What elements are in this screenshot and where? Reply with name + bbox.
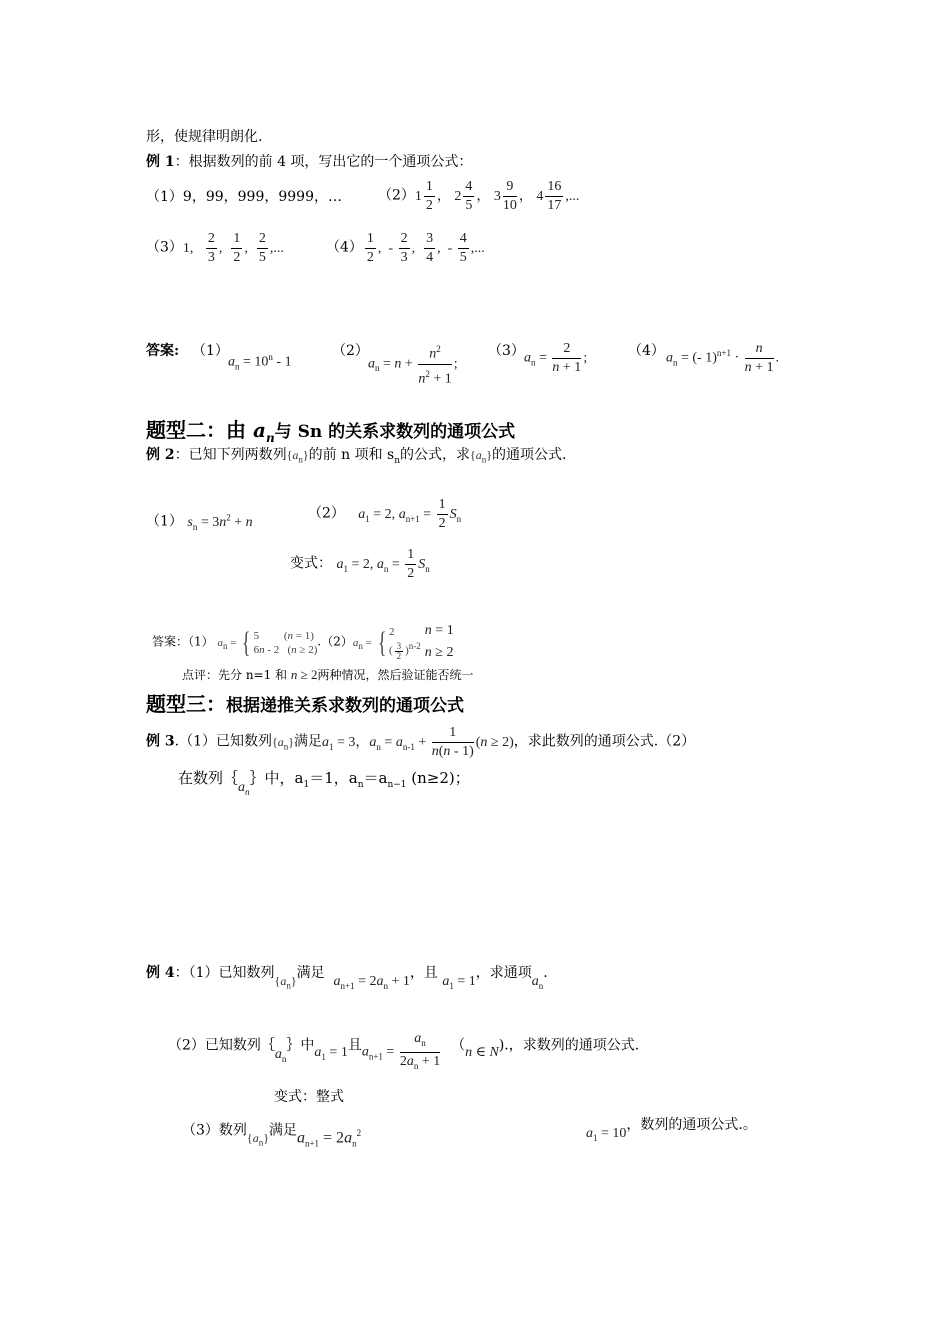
part-label: （3） — [146, 239, 183, 256]
math-expr: $a_n$ — [274, 1046, 287, 1064]
example4-label: 例 4 — [146, 965, 175, 981]
title-var: a — [252, 418, 266, 442]
ex-text: ，且 — [409, 965, 438, 981]
example2-comment: 点评：先分 n=1 和 n ≥ 2两种情况，然后验证能否统一 — [182, 667, 474, 682]
ex-text: 在数列｛ — [178, 769, 239, 787]
ex-text: ＝a — [363, 769, 388, 787]
ex-text: (n≥2)； — [406, 769, 470, 787]
part-label: （1） — [146, 513, 183, 530]
math-expr: n — [290, 667, 298, 682]
answer1-formula: $a_n = 10^n - 1$ — [228, 352, 292, 372]
example4-line3-end — [586, 1116, 757, 1143]
ex-text: （3）数列 — [182, 1122, 247, 1139]
comment-text: 点评：先分 n=1 和 — [182, 668, 288, 682]
ex-text: 满足 — [296, 965, 325, 981]
example2-heading — [146, 446, 567, 470]
answer1 — [192, 342, 229, 360]
example4-variant: 变式：整式 — [274, 1089, 344, 1105]
math-expr: $s_n = 3n^2 + n$ — [187, 512, 253, 532]
part-label: （3） — [488, 343, 525, 359]
comment-text: 两种情况，然后验证能否统一 — [317, 668, 474, 682]
answer-sep: .（2） — [317, 634, 353, 649]
example3-line1 — [146, 724, 695, 761]
math-expr: $a_1 = 10$ — [586, 1126, 627, 1143]
answer4-formula: $a_n$ = (- 1)$^{n+1}$ · $\frac{n}{n + 1}$ . — [666, 341, 780, 375]
math-seq: $\{a_n\}$ — [274, 974, 297, 991]
ex-sub: n — [394, 455, 401, 466]
example2-answer — [152, 620, 454, 664]
part-label: （2） — [332, 343, 369, 359]
ex-text: ，求通项 — [475, 965, 532, 981]
answer2-formula: $a_n = n$ + $\frac{n^2}{n^2 + 1}$ ; — [368, 340, 458, 388]
ex-text: ：（1）已知数列 — [174, 965, 275, 981]
example3-label: 例 3 — [146, 733, 175, 750]
math-seq: $\{a_n\}$ — [470, 448, 493, 465]
example4-line1: 例 4：（1）已知数列$\{a_n\}$满足 $a_{n+1} = 2a_n + 1$，且 $a_1 = 1$，求通项$a_n$. — [146, 964, 548, 987]
intro-text: 形，使规律明朗化. — [146, 129, 263, 145]
example2-part1 — [146, 508, 253, 535]
section3-title — [146, 692, 464, 718]
answer2 — [332, 342, 369, 360]
ex-text: ＝1，a — [309, 769, 358, 787]
ex-text: ，求此数列的通项公式.（2） — [513, 733, 696, 750]
answer3-formula: $a_n$ = $\frac{2}{n + 1}$ ; — [524, 341, 588, 375]
title-prefix: 题型二：由 — [146, 418, 253, 442]
ex-text: ｝中，a — [249, 769, 304, 787]
part-label: （2） — [378, 187, 415, 204]
math-expr: $a_1 = 2$, $a_{n+1}$ = $\frac{1}{2}$ $S_n$ — [358, 497, 462, 531]
ex-text: ，数列的通项公式.。 — [626, 1117, 757, 1133]
example2-label: 例 2 — [146, 447, 175, 463]
math-expr: $a_1 = 2$, $a_n$ = $\frac{1}{2}$ $S_n$ — [336, 547, 430, 581]
part-label: （4） — [628, 343, 665, 359]
math-expr: n = 1 n ≥ 2 — [424, 623, 454, 660]
ex-text: 满足 — [294, 733, 323, 750]
answer3 — [488, 342, 525, 360]
math-var: $a_n$ — [238, 780, 250, 797]
ex-text: ｝中 — [286, 1037, 315, 1054]
title-sub: n — [265, 431, 275, 445]
math-seq: $\{a_n\}$ — [246, 1131, 269, 1148]
math-expr: $a_n$ = { 5 (n = 1) 6n - 2 (n ≥ 2) — [217, 625, 318, 659]
example1-prompt: ：根据数列的前 4 项，写出它的一个通项公式： — [174, 154, 473, 170]
math-expr: $a_n$ — [531, 974, 544, 991]
math-expr: $a_1 = 1$ — [442, 974, 476, 991]
ex-text: ).，求数列的通项公式. — [498, 1037, 640, 1054]
ex-text: 的前 n 项和 s — [308, 447, 395, 463]
part-label: （1） — [192, 343, 229, 359]
answer-label: 答案: — [146, 343, 180, 359]
math-expr: n ∈ N — [465, 1044, 499, 1060]
example1-label: 例 1 — [146, 154, 175, 170]
math-expr: $a_{n+1} = 2a_n^2$ — [296, 1128, 362, 1149]
example3-line2: 在数列$\{a_n\}$中，$a_1=1$，$a_n=a_{n-1}$ (n≥2)； — [178, 768, 470, 795]
ex-text: .（1）已知数列 — [174, 733, 272, 750]
ex-text: （ — [451, 1037, 466, 1054]
variant-label: 变式： — [290, 555, 332, 572]
ex-text: 的通项公式. — [492, 447, 567, 463]
answer4 — [628, 342, 665, 360]
ex-text: ：已知下列两数列 — [174, 447, 287, 463]
example4-line3 — [182, 1116, 362, 1149]
example1-part4 — [326, 230, 485, 267]
math-expr: $\frac{1}{2}$ , - $\frac{2}{3}$ , $\frac{3}{4}$ , - $\frac{4}{5}$ ,... — [366, 231, 485, 265]
example1-part1: （1）9，99，999，9999，… — [146, 189, 342, 205]
math-seq: $\{a_n\}$ — [286, 448, 309, 465]
math-expr: 1 $\frac{1}{2}$ ， 2 $\frac{4}{5}$ ， 3 $\frac{9}{10}$ ， 4 $\frac{16}{17}$ ,... — [414, 179, 580, 213]
math-expr: 1, $\frac{2}{3}$ , $\frac{1}{2}$ , $\frac{2}{5}$ ,... — [182, 231, 284, 265]
example2-variant — [290, 546, 430, 583]
title-rest: 根据递推关系求数列的通项公式 — [226, 696, 464, 716]
example1-part2 — [378, 178, 579, 215]
math-seq: $\{a_n\}$ — [271, 734, 295, 752]
math-expr: $a_n$ = { 2 ( $\frac{3}{2}$ )$^{n-2}$ — [352, 625, 421, 661]
math-expr: $a_1 = 3$，$a_n = a_{n-1}$ + $\frac{1}{n(n - 1)}$ (n ≥ 2) — [322, 725, 514, 759]
example1-heading — [146, 153, 472, 171]
ex-text: （2）已知数列｛ — [168, 1037, 275, 1054]
example1-part3 — [146, 230, 284, 267]
ex-text: 的公式，求 — [400, 447, 471, 463]
ex-text: 且 — [347, 1037, 362, 1054]
ex-text: 满足 — [268, 1122, 297, 1139]
answer-label: 答案：（1） — [152, 634, 214, 649]
title-prefix: 题型三： — [146, 692, 226, 716]
math-expr: $a_{n+1}$ = $\frac{a_n}{2a_n + 1}$ — [361, 1031, 441, 1071]
math-expr: $a_1 = 1$ — [314, 1044, 348, 1062]
part-label: （2） — [308, 505, 345, 522]
example4-line2 — [168, 1024, 639, 1069]
title-rest: 与 Sn 的关系求数列的通项公式 — [274, 422, 516, 442]
example2-part2 — [308, 496, 461, 533]
part-label: （4） — [326, 239, 363, 256]
math-expr: $a_{n+1} = 2a_n + 1$ — [333, 974, 410, 991]
